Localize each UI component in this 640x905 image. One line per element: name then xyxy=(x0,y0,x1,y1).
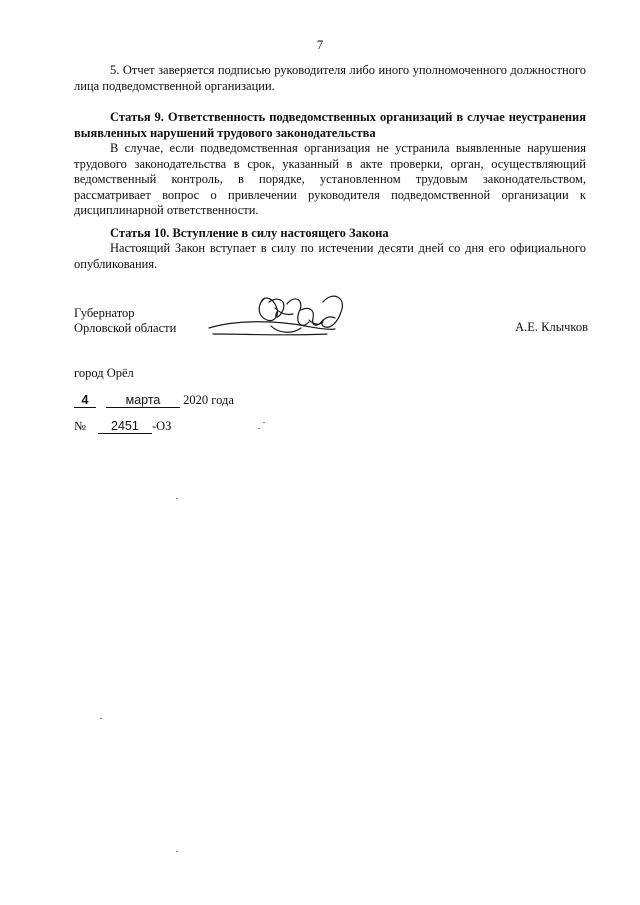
city-label: город Орёл xyxy=(74,366,134,380)
scan-speck xyxy=(176,498,178,499)
date-day: 4 xyxy=(74,394,96,408)
page-number: 7 xyxy=(316,37,324,52)
law-number-suffix: -ОЗ xyxy=(151,419,172,433)
scan-speck xyxy=(263,422,265,423)
item-5-paragraph: 5. Отчет заверяется подписью руководителя либо иного уполномоченного должностного лица подведомственной организации. xyxy=(74,63,586,93)
handwritten-signature xyxy=(205,290,355,346)
scan-speck xyxy=(176,851,178,852)
article-9-heading: Статья 9. Ответственность подведомственных организаций в случае неустранения выявленных нарушений трудового законодательства xyxy=(74,110,586,140)
law-number-prefix: № xyxy=(74,419,86,433)
article-9-text: В случае, если подведомственная организация не устранила выявленные нарушения трудового законодательства в срок, указанный в акте проверки, орган, осуществляющий ведомственный контроль, в порядке, установленном трудовым законодательством, рассматривает вопрос о привлечении руководителя подведомственной организации к дисциплинарной ответственности. xyxy=(74,141,586,217)
signatory-title-line2: Орловской области xyxy=(74,321,177,335)
scan-speck xyxy=(100,718,102,719)
signatory-title-line1: Губернатор xyxy=(74,306,135,320)
scan-speck xyxy=(258,428,260,429)
signatory-name: А.Е. Клычков xyxy=(515,320,588,334)
date-month: марта xyxy=(106,394,180,408)
law-number-value: 2451 xyxy=(98,420,152,434)
article-10-heading: Статья 10. Вступление в силу настоящего Закона xyxy=(110,226,389,240)
law-number-line xyxy=(74,419,171,434)
date-year: 2020 года xyxy=(183,393,234,407)
article-10-text: Настоящий Закон вступает в силу по истечении десяти дней со дня его официального опубликования. xyxy=(74,241,586,271)
date-line xyxy=(74,393,234,408)
